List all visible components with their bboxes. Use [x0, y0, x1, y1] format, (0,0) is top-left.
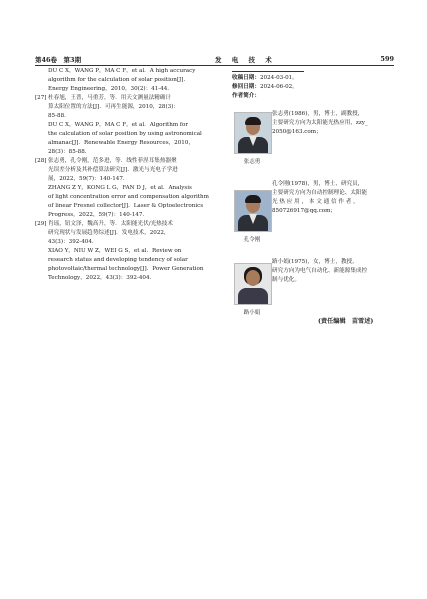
author-bio-line: 孔令刚(1978)，男，博士，研究员，	[272, 181, 364, 187]
reference-line: ZHANG Z Y，KONG L G，FAN D J，et al．Analysis	[48, 185, 192, 191]
reference-line: 85-88．	[48, 113, 70, 119]
reference-line: the calculation of solar position by using astronomical	[48, 131, 202, 137]
reference-line: 展，2022，59(7)：140-147．	[48, 176, 129, 182]
responsible-editor: (责任编辑 苗雪述)	[318, 318, 374, 325]
reference-line: Progress，2022，59(7)：140-147．	[48, 212, 149, 218]
reference-line: 光误差分析及其补偿算法研究[J]．激光与光电子学进	[48, 167, 178, 173]
author-bio-line: 光 热 应 用 ， 本 文 通 信 作 者 ，	[272, 199, 359, 205]
author-bio	[272, 180, 367, 216]
journal-name: 发 电 技 术	[215, 56, 276, 64]
author-photo-caption: 路小娟	[243, 310, 261, 316]
reference-line: photovoltaic/thermal technology[J]．Power Generation	[48, 266, 204, 272]
reference-number: [27]	[35, 95, 47, 101]
author-bio-line: 主要研究方向为自动控制理论、太阳能	[272, 190, 368, 196]
authors-title: 作者简介：	[232, 93, 260, 99]
author-bio-line: 路小娟(1975)，女，博士，教授，	[272, 259, 358, 265]
header-rule	[35, 65, 394, 66]
author-bio-line: 2050@163.com；	[272, 129, 322, 135]
received-date	[232, 74, 394, 83]
author-bio-line: 张志勇(1986)，男，博士，副教授，	[272, 111, 364, 117]
reference-line: algorithm for the calculation of solar position[J]．	[48, 77, 190, 83]
reference-line: of light concentration error and compensation algorithm	[48, 194, 209, 200]
reference-line: 28(3)：85-88．	[48, 149, 91, 155]
revised-label: 修回日期：	[232, 84, 260, 90]
author-column	[232, 67, 394, 101]
reference-line: DU C X，WANG P，MA C F，et al．A high accuracy	[48, 68, 196, 74]
received-label: 收稿日期：	[232, 75, 260, 81]
reference-item	[35, 94, 220, 157]
reference-line: research status and developing tendency of solar	[48, 257, 188, 263]
reference-number: [28]	[35, 158, 47, 164]
short-divider	[232, 71, 304, 72]
reference-line: Energy Engineering，2010，30(2)：41-44．	[48, 86, 173, 92]
reference-line: 肖瑶，钮文泽，魏高升，等．太阳能光伏/光热技术	[48, 221, 173, 227]
author-photo-block	[234, 190, 270, 243]
author-photo	[234, 263, 272, 305]
author-bio-line: 制与优化。	[272, 277, 300, 283]
author-bio-line: 主要研究方向为太阳能光热应用，zzy_	[272, 120, 368, 126]
author-photo	[234, 112, 272, 154]
author-photo-block	[234, 263, 270, 316]
author-bio	[272, 110, 368, 137]
reference-number: [29]	[35, 221, 47, 227]
reference-line: Technology，2022，43(3)：392-404．	[48, 275, 156, 281]
author-photo-block	[234, 112, 270, 165]
reference-line: 杜春旭，王普，马重芳，等．用天文测量法精确计	[48, 95, 172, 101]
author-bio	[272, 258, 367, 285]
reference-line: of linear Fresnel collector[J]．Laser & Optoelectronics	[48, 203, 204, 209]
author-photo	[234, 190, 272, 232]
received-value: 2024-03-01。	[259, 75, 298, 81]
reference-item	[35, 220, 220, 283]
volume-issue: 第46卷 第3期	[35, 56, 82, 64]
author-bio-line: 850726917@qq.com；	[272, 208, 336, 214]
reference-line: 算太阳位置的方法[J]．可再生能源，2010，28(3)：	[48, 104, 179, 110]
reference-list	[35, 67, 220, 283]
reference-line: 43(3)：392-404．	[48, 239, 98, 245]
author-photo-caption: 张志勇	[243, 159, 261, 165]
author-bio-line: 研究方向为电气自动化、新能源集成控	[272, 268, 368, 274]
reference-item	[35, 67, 220, 94]
revised-date	[232, 83, 394, 92]
reference-item	[35, 157, 220, 220]
revised-value: 2024-06-02。	[259, 84, 298, 90]
page-number: 599	[380, 55, 394, 63]
reference-line: almanac[J]．Renewable Energy Resources，2010，	[48, 140, 195, 146]
reference-line: 张志勇，孔令刚，范多进，等．线性菲涅耳集热器聚	[48, 158, 177, 164]
author-photo-caption: 孔令刚	[243, 237, 261, 243]
reference-line: XIAO Y，NIU W Z，WEI G S，et al．Review on	[48, 248, 182, 254]
reference-line: DU C X，WANG P，MA C F，et al．Algorithm for	[48, 122, 189, 128]
reference-line: 研究现状与发展趋势综述[J]．发电技术，2022，	[48, 230, 170, 236]
